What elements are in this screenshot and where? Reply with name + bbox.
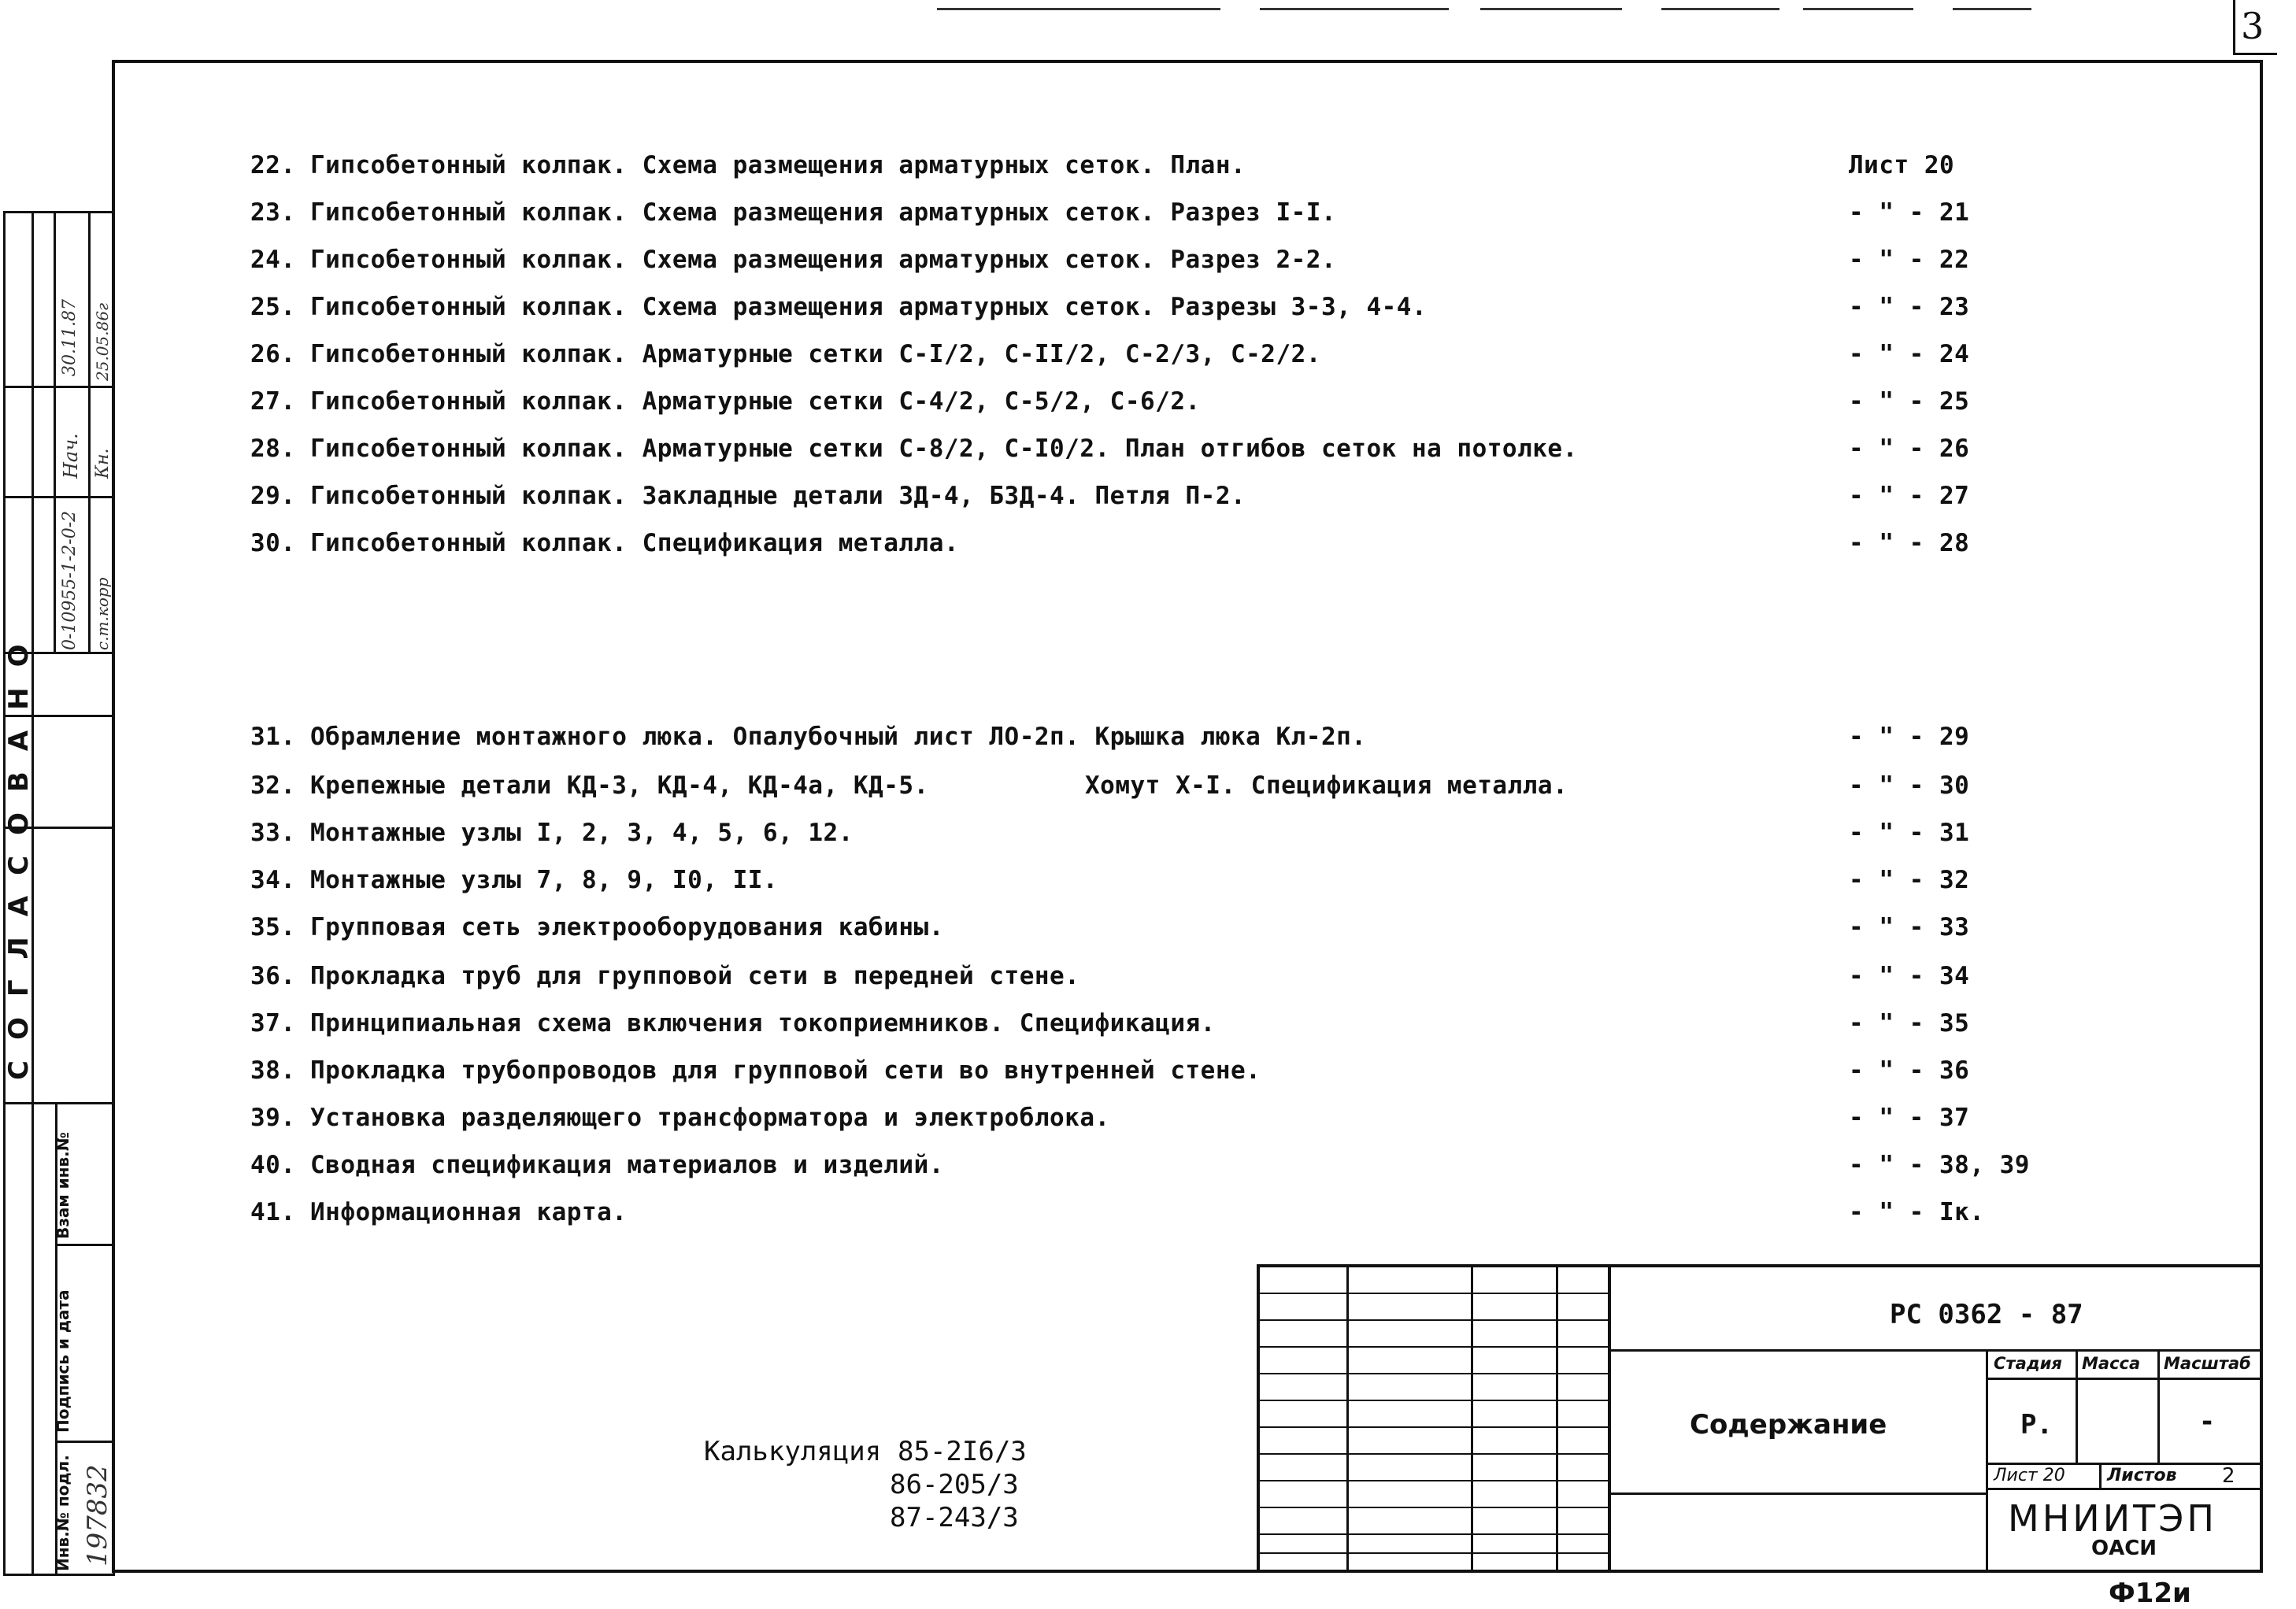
contents-row: 32. Крепежные детали КД-3, КД-4, КД-4а, КД-5. Хомут Х-I. Спецификация металла. - " - 30 [250,771,1970,800]
stage-value: Р. [2020,1409,2053,1441]
contents-row: 34. Монтажные узлы 7, 8, 9, I0, II. - " - 32 [250,866,1970,894]
calc-label: Калькуляция [704,1436,882,1467]
handwritten-note: Нач. [60,433,82,479]
stamp-grid-line [1260,1480,1608,1481]
sheet-label: Лист 20 [1994,1466,2065,1485]
stamp-grid-line [1260,1293,1608,1294]
top-dash-line [1803,8,1913,10]
stamp-grid-line [1260,1373,1608,1374]
stamp-grid-line [1260,1319,1608,1321]
top-dash-line [937,8,1220,10]
stamp-grid-line [1556,1267,1558,1573]
format-mark: Ф12и [2109,1578,2191,1609]
handwritten-note: с.т.корр [93,577,112,650]
contents-row: 33. Монтажные узлы I, 2, 3, 4, 5, 6, 12. - " - 31 [250,819,1970,847]
org-name: МНИИТЭП [2008,1497,2217,1540]
strip-divider [3,386,115,388]
stamp-grid-line [1608,1267,1611,1573]
top-dash-line [1260,8,1449,10]
stamp-grid-line [1986,1378,2263,1380]
scale-value: - [2202,1406,2213,1437]
calc-code: 87-243/3 [890,1502,1019,1533]
contents-row: 31. Обрамление монтажного люка. Опалубочный лист ЛО-2п. Крышка люка Кл-2п. - " - 29 [250,723,1970,751]
stamp-grid-line [1611,1492,1986,1495]
stamp-grid-line [1260,1453,1608,1455]
strip-divider [3,496,115,498]
contents-row: 28. Гипсобетонный колпак. Арматурные сетки С-8/2, С-I0/2. План отгибов сеток на потолке. - " - 26 [250,435,1970,463]
contents-row: 39. Установка разделяющего трансформатора и электроблока. - " - 37 [250,1104,1970,1132]
calc-code: 85-2I6/3 [898,1436,1027,1467]
sheets-value: 2 [2222,1464,2235,1488]
stamp-grid-line [2157,1349,2160,1464]
contents-row: 22. Гипсобетонный колпак. Схема размещения арматурных сеток. План. Лист 20 [250,151,1955,179]
contents-row: 35. Групповая сеть электрооборудования кабины. - " - 33 [250,913,1970,941]
sheets-label: Листов [2107,1466,2177,1485]
handwritten-note: Кн. [93,448,113,479]
contents-row: 40. Сводная спецификация материалов и изделий. - " - 38, 39 [250,1151,2030,1179]
stamp-grid-line [1260,1533,1608,1535]
contents-row: 27. Гипсобетонный колпак. Арматурные сетки С-4/2, С-5/2, С-6/2. - " - 25 [250,387,1970,416]
contents-row: 36. Прокладка труб для групповой сети в передней стене. - " - 34 [250,962,1970,990]
designation: РС 0362 - 87 [1890,1299,2083,1330]
stamp-grid-line [1611,1349,2263,1352]
stamp-grid-line [1986,1488,2263,1490]
corner-page-number: 3 [2241,5,2265,47]
top-dash-line [1953,8,2031,10]
contents-row: 24. Гипсобетонный колпак. Схема размещения арматурных сеток. Разрез 2-2. - " - 22 [250,246,1970,274]
contents-row: 23. Гипсобетонный колпак. Схема размещения арматурных сеток. Разрез I-I. - " - 21 [250,198,1970,227]
handwritten-note: 0-10955-1-2-0-2 [60,510,80,650]
scale-label: Масштаб [2164,1354,2251,1373]
strip-divider [55,1244,115,1246]
stamp-grid-line [1346,1267,1349,1573]
inv-no-value: 197832 [82,1464,113,1566]
contents-row: 26. Гипсобетонный колпак. Арматурные сетки С-I/2, С-II/2, С-2/3, С-2/2. - " - 24 [250,340,1970,368]
stamp-grid-line [1260,1346,1608,1348]
stamp-grid-line [1260,1426,1608,1428]
contents-row: 29. Гипсобетонный колпак. Закладные детали ЗД-4, БЗД-4. Петля П-2. - " - 27 [250,482,1970,510]
contents-row: 25. Гипсобетонный колпак. Схема размещения арматурных сеток. Разрезы 3-3, 4-4. - " - 23 [250,293,1970,321]
contents-row: 37. Принципиальная схема включения токоприемников. Спецификация. - " - 35 [250,1009,1970,1038]
inv-no-vzam-label: Взам инв.№ [54,1132,72,1239]
stamp-grid-line [1260,1507,1608,1508]
stamp-grid-line [1471,1267,1473,1573]
stamp-grid-line [1260,1552,1608,1554]
stage-label: Стадия [1994,1354,2062,1373]
sign-date-label: Подпись и дата [54,1289,72,1433]
stamp-grid-line [2076,1349,2078,1464]
contents-row: 38. Прокладка трубопроводов для групповой сети во внутренней стене. - " - 36 [250,1056,1970,1085]
handwritten-note: 25.05.86г [93,302,112,381]
stamp-grid-line [2099,1464,2102,1489]
contents-row: 41. Информационная карта. - " - Iк. [250,1198,1985,1226]
inv-no-orig-label: Инв.№ подл. [54,1455,72,1571]
stamp-grid-line [1260,1400,1608,1401]
contents-row: 30. Гипсобетонный колпак. Спецификация металла. - " - 28 [250,529,1970,557]
strip-divider [3,1102,115,1104]
top-dash-line [1480,8,1622,10]
sheet-name: Содержание [1690,1409,1887,1441]
calc-code: 86-205/3 [890,1469,1019,1500]
strip-divider [55,1441,115,1443]
strip-divider [88,211,91,652]
strip-divider [54,211,56,652]
title-block [1257,1264,2263,1573]
org-dept: ОАСИ [2091,1537,2157,1560]
top-dash-line [1661,8,1779,10]
mass-label: Масса [2082,1354,2141,1373]
handwritten-note: 30.11.87 [60,299,80,376]
stamp-grid-line [1986,1349,1988,1573]
approval-title: СОГЛАСОВАНО [3,623,35,1080]
